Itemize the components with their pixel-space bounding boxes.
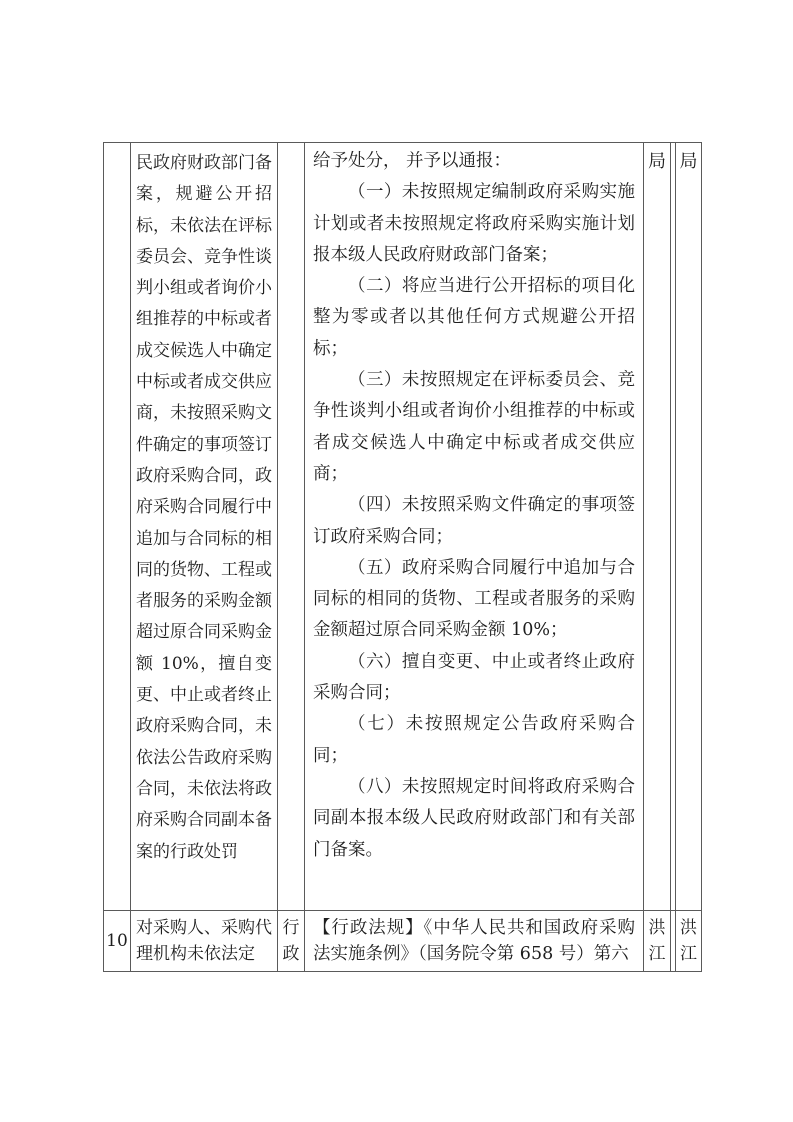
- basis-item: （六）擅自变更、中止或者终止政府采购合同；: [313, 651, 635, 704]
- basis-intro-text: 给予处分， 并予以通报：: [313, 151, 512, 171]
- row-number-cell: [104, 143, 131, 910]
- item-name-text: 民政府财政部门备案，规避公开招标，未依法在评标委员会、竞争性谈判小组或者询价小组推荐的中标或者成交候选人中确定中标或者成交供应商，未按照采购文件确定的事项签订政府采购合同，政府采购合同履行中追加与合同标的相同的货物、工程或者服务的采购金额超过原合同采购金额 10%，擅自变更、中止或者终止政府采购合同，未依法公告政府采购合同，未依法将政府采购合同副本备案的行政处罚: [136, 153, 272, 862]
- basis-item: （五）政府采购合同履行中追加与合同标的相同的货物、工程或者服务的采购金额超过原合同采购金额 10%；: [313, 557, 635, 641]
- penalty-items-table: [103, 142, 702, 972]
- authority-cell-right: 局: [675, 143, 701, 910]
- basis-item: （七）未按照规定公告政府采购合同；: [313, 714, 635, 766]
- basis-item: （二）将应当进行公开招标的项目化整为零或者以其他任何方式规避公开招标；: [313, 276, 635, 359]
- authority-cell-left: 局: [644, 143, 671, 910]
- penalty-type-cell: [278, 143, 305, 910]
- basis-item: （八）未按照规定时间将政府采购合同副本报本级人民政府财政部门和有关部门备案。: [313, 776, 635, 860]
- basis-item: （四）未按照采购文件确定的事项签订政府采购合同；: [313, 495, 635, 547]
- penalty-type-cell: 行政: [278, 911, 305, 971]
- item-name-cell: [131, 143, 278, 910]
- authority-cell-right: 洪江: [675, 911, 701, 971]
- table-row-continuation: [104, 143, 701, 911]
- row-number-cell: 10: [104, 911, 131, 971]
- legal-basis-cell: [305, 143, 644, 910]
- table-row-10: [104, 911, 701, 971]
- authority-cell-left: 洪江: [644, 911, 671, 971]
- item-name-cell: 对采购人、采购代理机构未依法定: [131, 911, 278, 971]
- legal-basis-cell: 【行政法规】《中华人民共和国政府采购法实施条例》（国务院令第 658 号）第六: [305, 911, 644, 971]
- basis-item: （三）未按照规定在评标委员会、竞争性谈判小组或者询价小组推荐的中标或者成交候选人中确定中标或者成交供应商；: [313, 370, 635, 484]
- basis-item: （一）未按照规定编制政府采购实施计划或者未按照规定将政府采购实施计划报本级人民政府财政部门备案；: [313, 182, 635, 265]
